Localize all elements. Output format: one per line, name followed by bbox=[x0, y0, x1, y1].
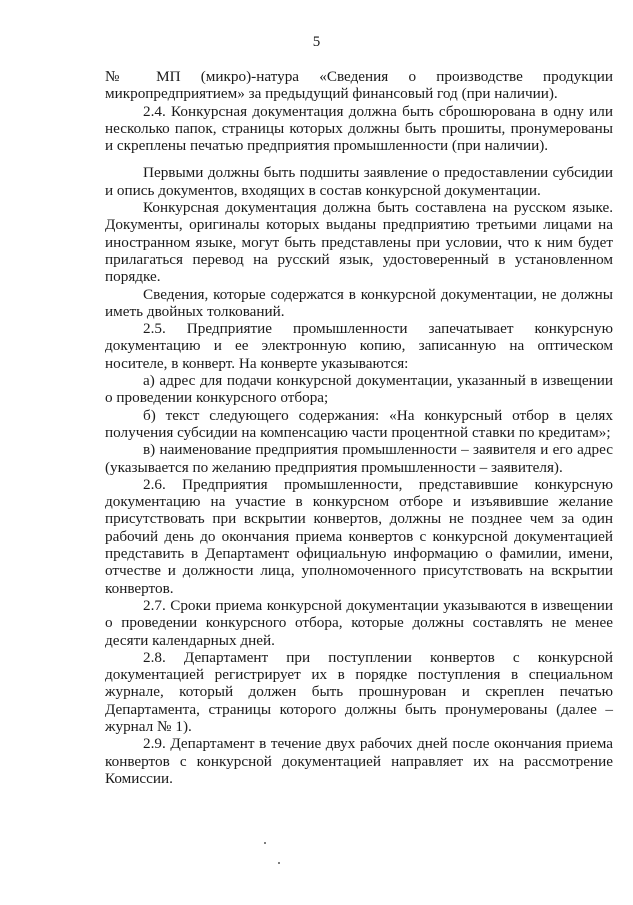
paragraph-envelope-a: а) адрес для подачи конкурсной документации, указанный в извещении о проведении конкурсного отбора; bbox=[105, 372, 613, 407]
paragraph-binding-order: Первыми должны быть подшиты заявление о предоставлении субсидии и опись документов, входящих в состав конкурсной документации. bbox=[105, 164, 613, 199]
paragraph-2-5: 2.5. Предприятие промышленности запечатывает конкурсную документацию и ее электронную копию, записанную на оптическом носителе, в конверт. На конверте указываются: bbox=[105, 320, 613, 372]
paragraph-2-6: 2.6. Предприятия промышленности, представившие конкурсную документацию на участие в конкурсном отборе и изъявившие желание присутствовать при вскрытии конвертов, должны не позднее чем за один рабочий день до окончания приема конвертов с конкурсной документацией представить в Департамент официальную информацию о фамилии, имени, отчестве и должности лица, уполномоченного присутствовать на вскрытии конвертов. bbox=[105, 475, 613, 597]
paragraph-2-4: 2.4. Конкурсная документация должна быть сброшюрована в одну или несколько папок, страницы которых должны быть прошиты, пронумерованы и скреплены печатью предприятия промышленности (при наличии). bbox=[105, 102, 613, 155]
paragraph-language: Конкурсная документация должна быть составлена на русском языке. Документы, оригиналы которых выданы предприятию третьими лицами на иностранном языке, могут быть представлены при условии, что к ним будет прилагаться перевод на русский язык, удостоверенный в установленном порядке. bbox=[105, 199, 613, 286]
scan-speck bbox=[278, 862, 280, 864]
paragraph-envelope-b: б) текст следующего содержания: «На конкурсный отбор в целях получения субсидии на компенсацию части процентной ставки по кредитам»; bbox=[105, 406, 613, 441]
paragraph-interpretation: Сведения, которые содержатся в конкурсной документации, не должны иметь двойных толкований. bbox=[105, 285, 613, 320]
scan-speck bbox=[264, 842, 266, 844]
paragraph-envelope-c: в) наименование предприятия промышленности – заявителя и его адрес (указывается по желанию предприятия промышленности – заявителя). bbox=[105, 441, 613, 476]
paragraph-okud-continuation: № МП (микро)-натура «Сведения о производстве продукции микропредприятием» за предыдущий финансовый год (при наличии). bbox=[105, 68, 613, 103]
page-number: 5 bbox=[312, 34, 321, 50]
paragraph-2-9: 2.9. Департамент в течение двух рабочих дней после окончания приема конвертов с конкурсной документацией направляет их на рассмотрение Комиссии. bbox=[105, 735, 613, 787]
paragraph-2-8: 2.8. Департамент при поступлении конвертов с конкурсной документацией регистрирует их в порядке поступления в специальном журнале, который должен быть прошнурован и скреплен печатью Департамента, страницы которого должны быть пронумерованы (далее – журнал № 1). bbox=[105, 648, 613, 735]
paragraph-2-7: 2.7. Сроки приема конкурсной документации указываются в извещении о проведении конкурсного отбора, которые должны составлять не менее десяти календарных дней. bbox=[105, 596, 613, 649]
document-body bbox=[105, 68, 613, 787]
